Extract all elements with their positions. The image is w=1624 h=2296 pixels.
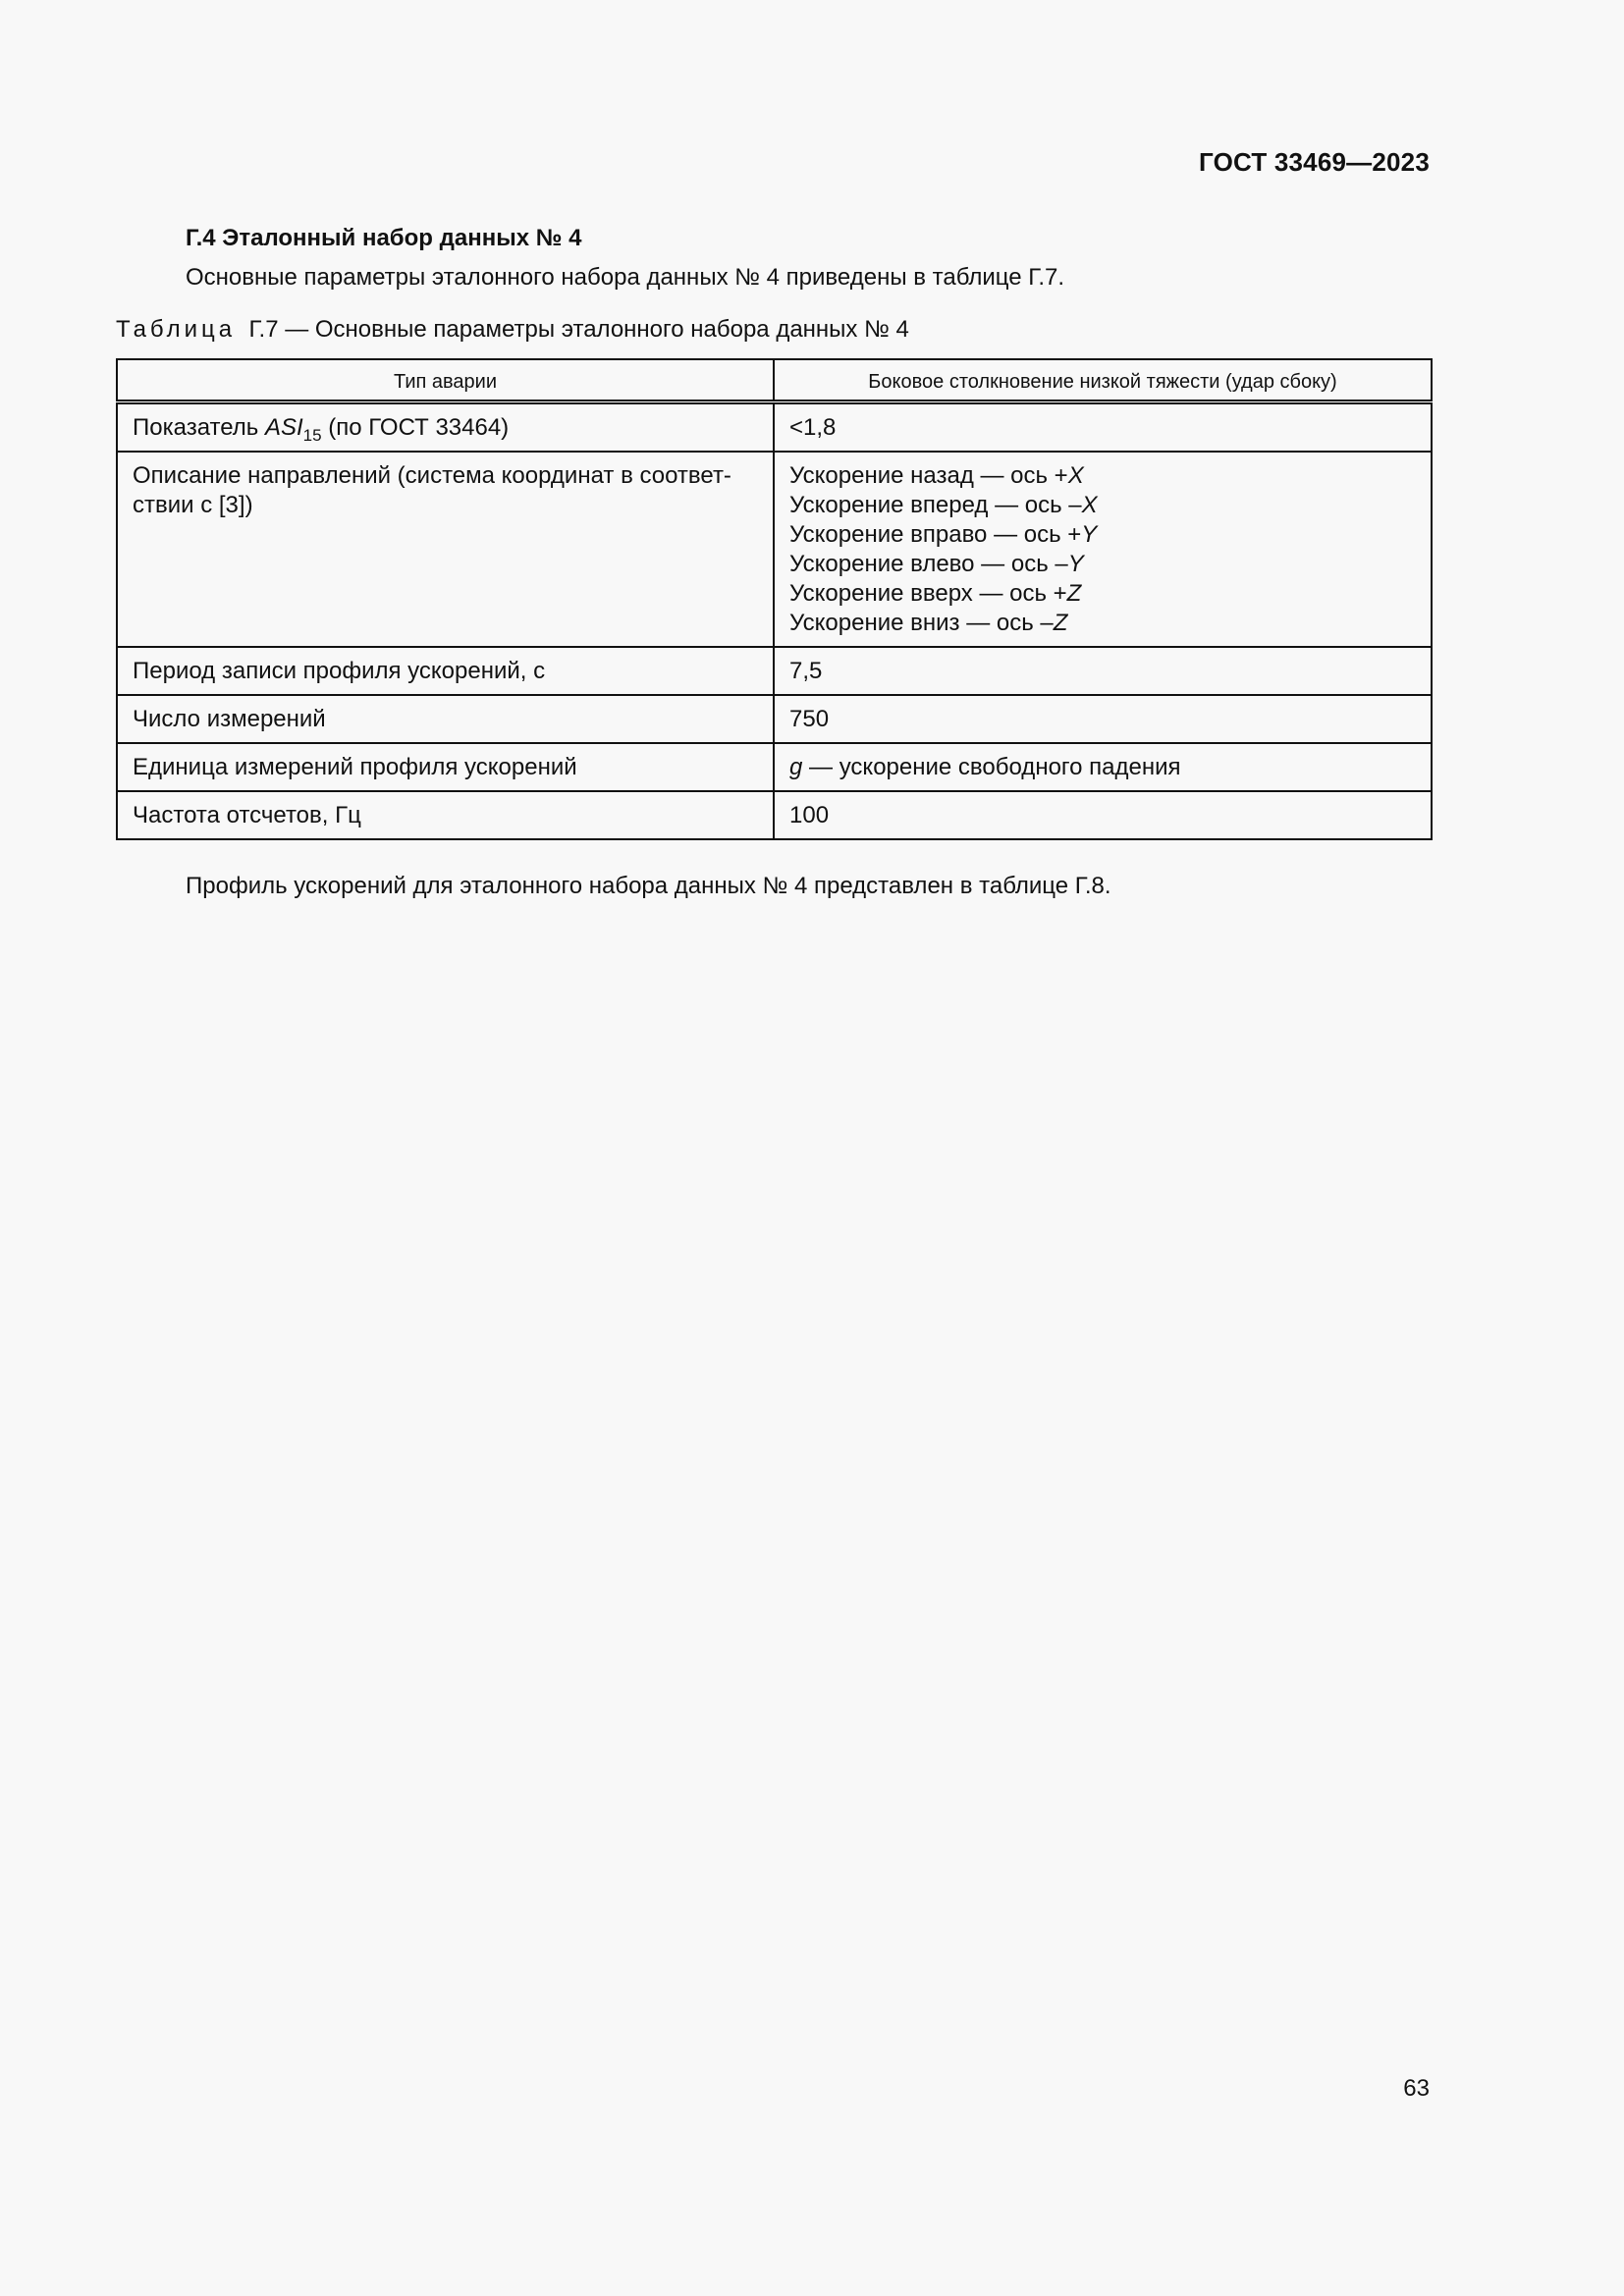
header-collision-kind: Боковое столкновение низкой тяжести (удар сбоку) bbox=[774, 359, 1432, 402]
table-caption bbox=[116, 316, 909, 344]
frequency-value: 100 bbox=[774, 791, 1432, 839]
footer-paragraph: Профиль ускорений для эталонного набора данных № 4 представлен в таблице Г.8. bbox=[186, 873, 1111, 899]
table-row bbox=[117, 647, 1432, 695]
count-value: 750 bbox=[774, 695, 1432, 743]
asi-value: <1,8 bbox=[774, 402, 1432, 453]
unit-value: g — ускорение свободного падения bbox=[774, 743, 1432, 791]
direction-line: Ускорение влево — ось –Y bbox=[789, 551, 1084, 577]
period-label: Период записи профиля ускорений, с bbox=[117, 647, 774, 695]
table-row bbox=[117, 743, 1432, 791]
direction-line: Ускорение вперед — ось –X bbox=[789, 492, 1098, 518]
direction-line: Ускорение назад — ось +X bbox=[789, 462, 1084, 489]
direction-line: Ускорение вверх — ось +Z bbox=[789, 580, 1082, 607]
table-caption-text: Г.7 — Основные параметры эталонного набора данных № 4 bbox=[248, 316, 909, 343]
section-title: Г.4 Эталонный набор данных № 4 bbox=[186, 225, 582, 251]
document-code: ГОСТ 33469—2023 bbox=[1199, 147, 1430, 177]
table-row bbox=[117, 695, 1432, 743]
page-number: 63 bbox=[1403, 2075, 1430, 2102]
header-accident-type: Тип аварии bbox=[117, 359, 774, 402]
count-label: Число измерений bbox=[117, 695, 774, 743]
table-row bbox=[117, 791, 1432, 839]
table-row bbox=[117, 402, 1432, 453]
unit-label: Единица измерений профиля ускорений bbox=[117, 743, 774, 791]
intro-paragraph: Основные параметры эталонного набора данных № 4 приведены в таблице Г.7. bbox=[186, 264, 1065, 291]
directions-label: Описание направлений (система координат в соответ-ствии с [3]) bbox=[117, 452, 774, 647]
frequency-label: Частота отсчетов, Гц bbox=[117, 791, 774, 839]
directions-values bbox=[774, 452, 1432, 647]
direction-line: Ускорение вправо — ось +Y bbox=[789, 521, 1098, 548]
period-value: 7,5 bbox=[774, 647, 1432, 695]
direction-line: Ускорение вниз — ось –Z bbox=[789, 610, 1068, 636]
parameters-table bbox=[116, 358, 1433, 840]
table-header-row bbox=[117, 359, 1432, 402]
asi-label: Показатель $ASI_{15}$ (по ГОСТ 33464) bbox=[117, 402, 774, 453]
table-row bbox=[117, 452, 1432, 647]
table-caption-label: Таблица bbox=[116, 316, 237, 343]
